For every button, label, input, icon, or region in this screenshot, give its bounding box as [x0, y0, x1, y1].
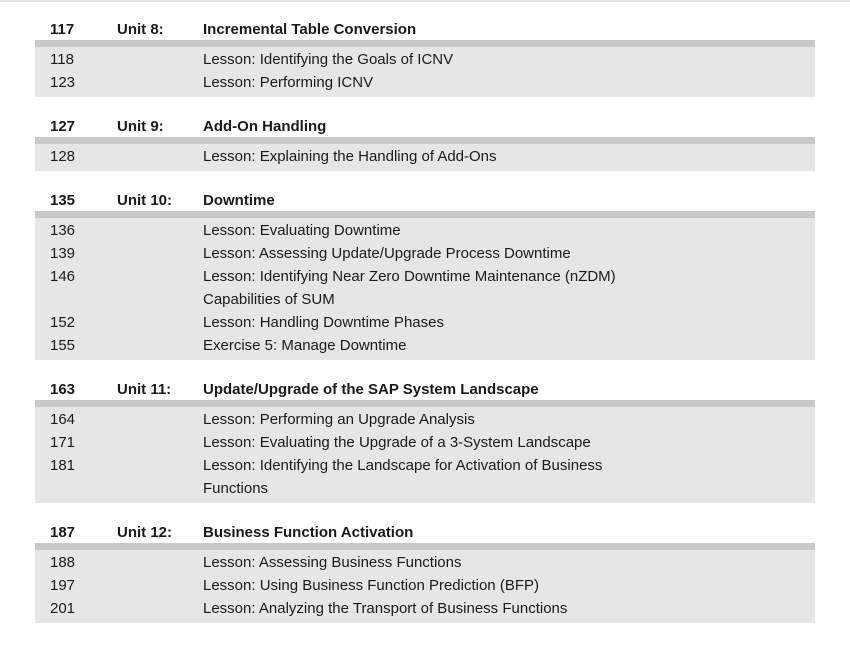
unit-page-number: 135	[50, 192, 76, 209]
unit-divider-bar	[35, 400, 815, 407]
lesson-row[interactable]	[35, 334, 815, 357]
lesson-title: Lesson: Identifying Near Zero Downtime Maintenance (nZDM) Capabilities of SUM	[203, 268, 616, 308]
unit-label: Unit 10:	[117, 192, 173, 209]
unit-page-number: 163	[50, 381, 76, 398]
unit-divider-bar	[35, 40, 815, 47]
lesson-page-number: 136	[50, 222, 76, 239]
lesson-title: Lesson: Identifying the Goals of ICNV	[203, 51, 454, 68]
lesson-row[interactable]	[35, 265, 815, 311]
lesson-list	[35, 144, 815, 171]
lesson-title: Lesson: Assessing Business Functions	[203, 554, 462, 571]
table-of-contents	[35, 14, 815, 637]
lesson-page-number: 197	[50, 577, 76, 594]
unit-section	[35, 185, 815, 360]
lesson-row[interactable]	[35, 219, 815, 242]
lesson-list	[35, 218, 815, 360]
lesson-row[interactable]	[35, 597, 815, 620]
lesson-page-number: 171	[50, 434, 76, 451]
lesson-page-number: 118	[50, 51, 74, 68]
unit-divider-bar	[35, 137, 815, 144]
unit-header[interactable]	[35, 111, 815, 144]
unit-section	[35, 374, 815, 503]
unit-label: Unit 12:	[117, 524, 173, 541]
lesson-title: Lesson: Performing ICNV	[203, 74, 374, 91]
lesson-title: Lesson: Explaining the Handling of Add-Ons	[203, 148, 497, 165]
lesson-page-number: 155	[50, 337, 76, 354]
lesson-title: Lesson: Evaluating Downtime	[203, 222, 401, 239]
unit-section	[35, 14, 815, 97]
lesson-row[interactable]	[35, 71, 815, 94]
lesson-page-number: 164	[50, 411, 76, 428]
lesson-row[interactable]	[35, 574, 815, 597]
lesson-page-number: 188	[50, 554, 76, 571]
unit-label: Unit 11:	[117, 381, 172, 398]
lesson-list	[35, 407, 815, 503]
lesson-page-number: 152	[50, 314, 76, 331]
lesson-page-number: 181	[50, 457, 76, 474]
lesson-title: Lesson: Performing an Upgrade Analysis	[203, 411, 475, 428]
lesson-list	[35, 47, 815, 97]
lesson-row[interactable]	[35, 551, 815, 574]
unit-label: Unit 8:	[117, 21, 164, 38]
unit-divider-bar	[35, 211, 815, 218]
lesson-row[interactable]	[35, 242, 815, 265]
unit-section	[35, 111, 815, 171]
lesson-row[interactable]	[35, 48, 815, 71]
lesson-title: Lesson: Handling Downtime Phases	[203, 314, 444, 331]
lesson-row[interactable]	[35, 311, 815, 334]
lesson-title: Lesson: Identifying the Landscape for Activation of Business Functions	[203, 457, 603, 497]
unit-page-number: 117	[50, 21, 75, 38]
unit-header[interactable]	[35, 14, 815, 47]
lesson-title: Exercise 5: Manage Downtime	[203, 337, 407, 354]
lesson-page-number: 146	[50, 268, 76, 285]
unit-header[interactable]	[35, 517, 815, 550]
lesson-row[interactable]	[35, 145, 815, 168]
unit-page-number: 127	[50, 118, 76, 135]
lesson-page-number: 123	[50, 74, 76, 91]
lesson-page-number: 128	[50, 148, 76, 165]
unit-title: Business Function Activation	[203, 524, 414, 541]
lesson-title: Lesson: Evaluating the Upgrade of a 3-System Landscape	[203, 434, 591, 451]
unit-header[interactable]	[35, 185, 815, 218]
unit-section	[35, 517, 815, 623]
lesson-row[interactable]	[35, 408, 815, 431]
lesson-page-number: 201	[50, 600, 76, 617]
unit-title: Downtime	[203, 192, 275, 209]
unit-divider-bar	[35, 543, 815, 550]
lesson-page-number: 139	[50, 245, 76, 262]
lesson-row[interactable]	[35, 431, 815, 454]
lesson-row[interactable]	[35, 454, 815, 500]
unit-title: Update/Upgrade of the SAP System Landscape	[203, 381, 539, 398]
unit-header[interactable]	[35, 374, 815, 407]
lesson-title: Lesson: Assessing Update/Upgrade Process Downtime	[203, 245, 571, 262]
lesson-title: Lesson: Analyzing the Transport of Business Functions	[203, 600, 568, 617]
lesson-title: Lesson: Using Business Function Prediction (BFP)	[203, 577, 539, 594]
top-rule	[0, 0, 850, 2]
lesson-list	[35, 550, 815, 623]
unit-title: Incremental Table Conversion	[203, 21, 417, 38]
unit-page-number: 187	[50, 524, 76, 541]
unit-label: Unit 9:	[117, 118, 164, 135]
unit-title: Add-On Handling	[203, 118, 327, 135]
